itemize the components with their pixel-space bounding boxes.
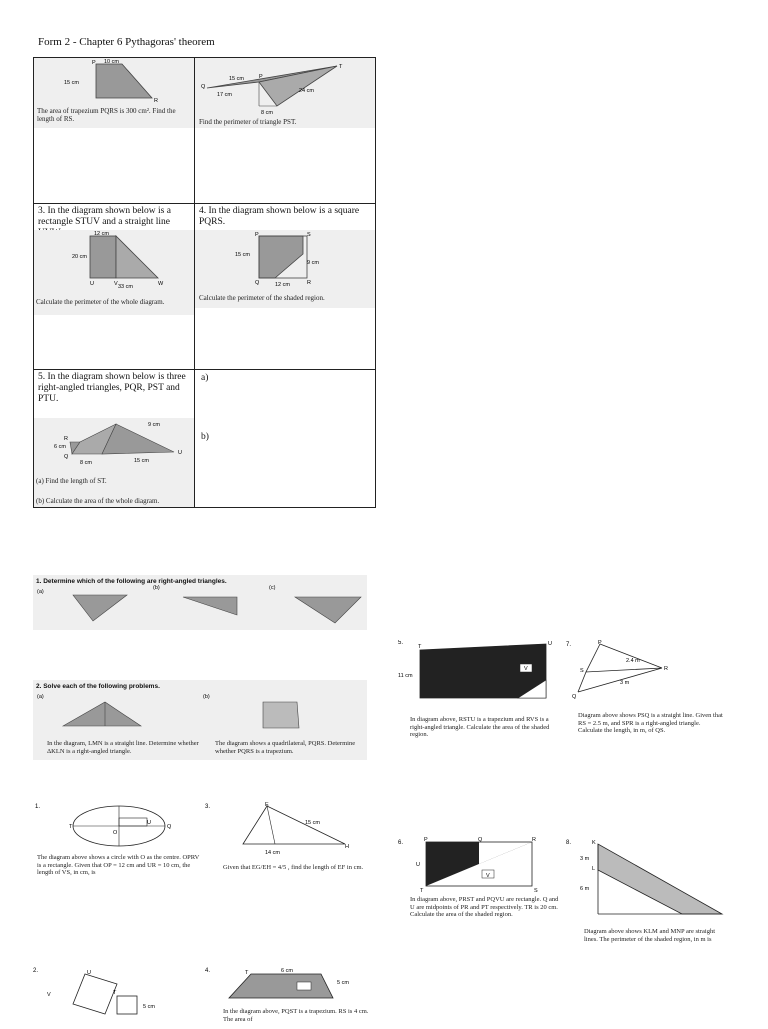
label-3m: 3 m — [620, 680, 630, 686]
label-r: R — [64, 436, 68, 442]
parallelogram-figure — [33, 966, 203, 1024]
label-12cm: 12 cm — [94, 231, 109, 237]
page-title: Form 2 - Chapter 6 Pythagoras' theorem — [38, 36, 215, 48]
label-u: U — [90, 281, 94, 287]
label-12cm: 12 cm — [275, 282, 290, 288]
label-33cm: 33 cm — [118, 284, 133, 290]
question-3-caption: Given that EG/EH = 4/5 , find the length of EF in cm. — [223, 864, 364, 871]
cell4-prompt: 4. In the diagram shown below is a square PQRS. — [199, 206, 360, 227]
question-7-caption: Diagram above shows PSQ is a straight line. Given that RS = 2.5 m, and SPR is a right-angled triangle. Calculate the length, in m, of QS. — [578, 712, 723, 734]
label-9cm: 9 cm — [148, 422, 160, 428]
label-6m: 6 m — [580, 886, 590, 892]
cell-2 — [195, 58, 376, 204]
cell5-prompt: 5. In the diagram shown below is three right-angled triangles, PQR, PST and PTU. — [38, 372, 186, 404]
label-r: R — [154, 98, 158, 104]
cell3-prompt: 3. In the diagram shown below is a rectangle STUV and a straight line — [38, 206, 171, 227]
label-w: W — [158, 281, 164, 287]
label-a: (a) — [37, 694, 44, 700]
label-8cm: 8 cm — [261, 110, 273, 116]
label-v: V — [486, 873, 490, 879]
question-1 — [33, 800, 203, 890]
label-v: V — [47, 992, 51, 998]
cell-4 — [195, 204, 376, 370]
label-8cm: 8 cm — [80, 460, 92, 466]
label-a: (a) — [37, 589, 44, 595]
three-triangles-figure — [34, 418, 194, 476]
answer-b-label: b) — [201, 432, 209, 442]
label-q: Q — [64, 454, 69, 460]
rectangle-prst-figure — [398, 836, 563, 894]
label-b: (b) — [153, 585, 160, 591]
label-11cm: 11 cm — [398, 673, 413, 679]
label-17cm: 17 cm — [217, 92, 232, 98]
label-6cm: 6 cm — [54, 444, 66, 450]
exercise-2-heading: 2. Solve each of the following problems. — [36, 683, 160, 690]
label-t: T — [420, 888, 424, 894]
label-q: Q — [255, 280, 260, 286]
cell2-caption: Find the perimeter of triangle PST. — [199, 118, 297, 126]
worksheet-table — [33, 57, 376, 508]
cell-1 — [34, 58, 195, 204]
label-p: P — [424, 837, 428, 843]
question-8-caption: Diagram above shows KLM and MNP are straight lines. The perimeter of the shaded region, in m is — [584, 928, 715, 943]
label-c: (c) — [269, 585, 276, 591]
label-u: U — [416, 862, 420, 868]
cell-5 — [34, 370, 195, 508]
label-20cm: 20 cm — [72, 254, 87, 260]
label-t: T — [418, 644, 422, 650]
num: 7. — [566, 642, 572, 648]
label-e: E — [265, 802, 269, 808]
label-10cm: 10 cm — [104, 59, 119, 65]
label-15cm: 15 cm — [134, 458, 149, 464]
num: 2. — [33, 968, 39, 974]
exercise-2b-caption: The diagram shows a quadrilateral, PQRS. Determine whether PQRS is a trapezium. — [215, 740, 356, 755]
question-8 — [566, 836, 731, 946]
exercise-1 — [33, 575, 367, 630]
circle-figure — [33, 800, 203, 852]
label-k: K — [592, 840, 596, 846]
label-t: T — [69, 824, 73, 830]
question-6 — [398, 836, 563, 936]
label-5cm: 5 cm — [337, 980, 349, 986]
label-14cm: 14 cm — [265, 850, 280, 856]
label-15cm: 15 cm — [64, 80, 79, 86]
cell4-caption: Calculate the perimeter of the shaded region. — [199, 294, 325, 302]
question-1-caption: The diagram above shows a circle with O as the centre. OPRV is a rectangle. Given that OP = 12 cm and UR = 10 cm, the length of VS, in cm, is — [37, 854, 200, 876]
figure-2 — [195, 58, 375, 128]
question-2 — [33, 966, 203, 1024]
label-r: R — [664, 666, 668, 672]
label-r: R — [532, 837, 536, 843]
label-u: U — [548, 641, 552, 647]
label-t: T — [245, 970, 249, 976]
cell1-caption: The area of trapezium PQRS is 300 cm². Find the length of RS. — [37, 107, 176, 123]
label-q: Q — [478, 837, 483, 843]
label-p: P — [255, 232, 259, 238]
label-6cm: 6 cm — [281, 968, 293, 974]
triangle-spr-figure — [566, 640, 726, 704]
label-q: Q — [167, 824, 172, 830]
label-o: O — [113, 830, 118, 836]
label-15cm: 15 cm — [305, 820, 320, 826]
label-15cm: 15 cm — [235, 252, 250, 258]
trapezium-pqst-figure — [205, 966, 375, 1006]
trapezium-rstu-figure — [398, 640, 563, 704]
label-r: R — [307, 280, 311, 286]
label-t: T — [113, 990, 117, 996]
label-2.4m: 2.4 m — [626, 658, 640, 664]
label-v: V — [524, 666, 528, 672]
num: 1. — [35, 804, 41, 810]
label-u: U — [178, 450, 182, 456]
label-p: P — [598, 640, 602, 646]
label-v: V — [114, 281, 118, 287]
label-q: Q — [572, 694, 577, 700]
label-t: T — [339, 64, 343, 70]
exercise-1-heading: 1. Determine which of the following are right-angled triangles. — [36, 578, 227, 585]
rectangle-stuv-figure — [34, 230, 194, 302]
label-l: L — [592, 866, 596, 872]
num: 3. — [205, 804, 211, 810]
figure-1 — [34, 58, 194, 128]
num: 6. — [398, 840, 404, 846]
label-q: Q — [201, 84, 206, 90]
question-4 — [205, 966, 375, 1024]
shaded-region-figure — [566, 836, 731, 916]
square-pqrs-figure — [195, 230, 375, 290]
cell-6 — [195, 370, 376, 508]
label-s: S — [580, 668, 584, 674]
label-h: H — [345, 844, 349, 850]
figure-3 — [34, 230, 194, 315]
cell3-caption: Calculate the perimeter of the whole diagram. — [36, 298, 165, 306]
label-p: P — [259, 74, 263, 80]
label-u: U — [147, 820, 151, 826]
label-15cm: 15 cm — [229, 76, 244, 82]
exercise-2a-caption: In the diagram, LMN is a straight line. Determine whether ΔKLN is a right-angled triangle. — [47, 740, 199, 755]
label-u: U — [87, 970, 91, 976]
question-4-caption: In the diagram above, PQST is a trapezium. RS is 4 cm. The area of — [223, 1008, 369, 1023]
question-5 — [398, 640, 563, 750]
num: 8. — [566, 840, 572, 846]
question-5-caption: In diagram above, RSTU is a trapezium and RVS is a right-angled triangle. Calculate the area of the shaded region. — [410, 716, 550, 738]
triangle-efgh-figure — [205, 800, 375, 858]
question-7 — [566, 640, 726, 750]
label-9cm: 9 cm — [307, 260, 319, 266]
label-p: P — [92, 60, 96, 66]
label-24cm: 24 cm — [299, 88, 314, 94]
question-3 — [205, 800, 375, 890]
exercise-2 — [33, 680, 367, 760]
num: 5. — [398, 640, 404, 646]
cell-3 — [34, 204, 195, 370]
label-3m: 3 m — [580, 856, 590, 862]
num: 4. — [205, 968, 211, 974]
cell5-part-b: (b) Calculate the area of the whole diagram. — [36, 497, 160, 505]
label-s: S — [307, 232, 311, 238]
figure-5 — [34, 418, 194, 507]
answer-a-label: a) — [201, 373, 209, 383]
cell5-part-a: (a) Find the length of ST. — [36, 477, 107, 485]
label-s: S — [534, 888, 538, 894]
figure-4 — [195, 230, 375, 308]
label-b: (b) — [203, 694, 210, 700]
question-6-caption: In diagram above, PRST and PQVU are rectangle. Q and U are midpoints of PR and PT respectively. TR is 20 cm. Calculate the area of the shaded region. — [410, 896, 559, 918]
label-5cm: 5 cm — [143, 1004, 155, 1010]
